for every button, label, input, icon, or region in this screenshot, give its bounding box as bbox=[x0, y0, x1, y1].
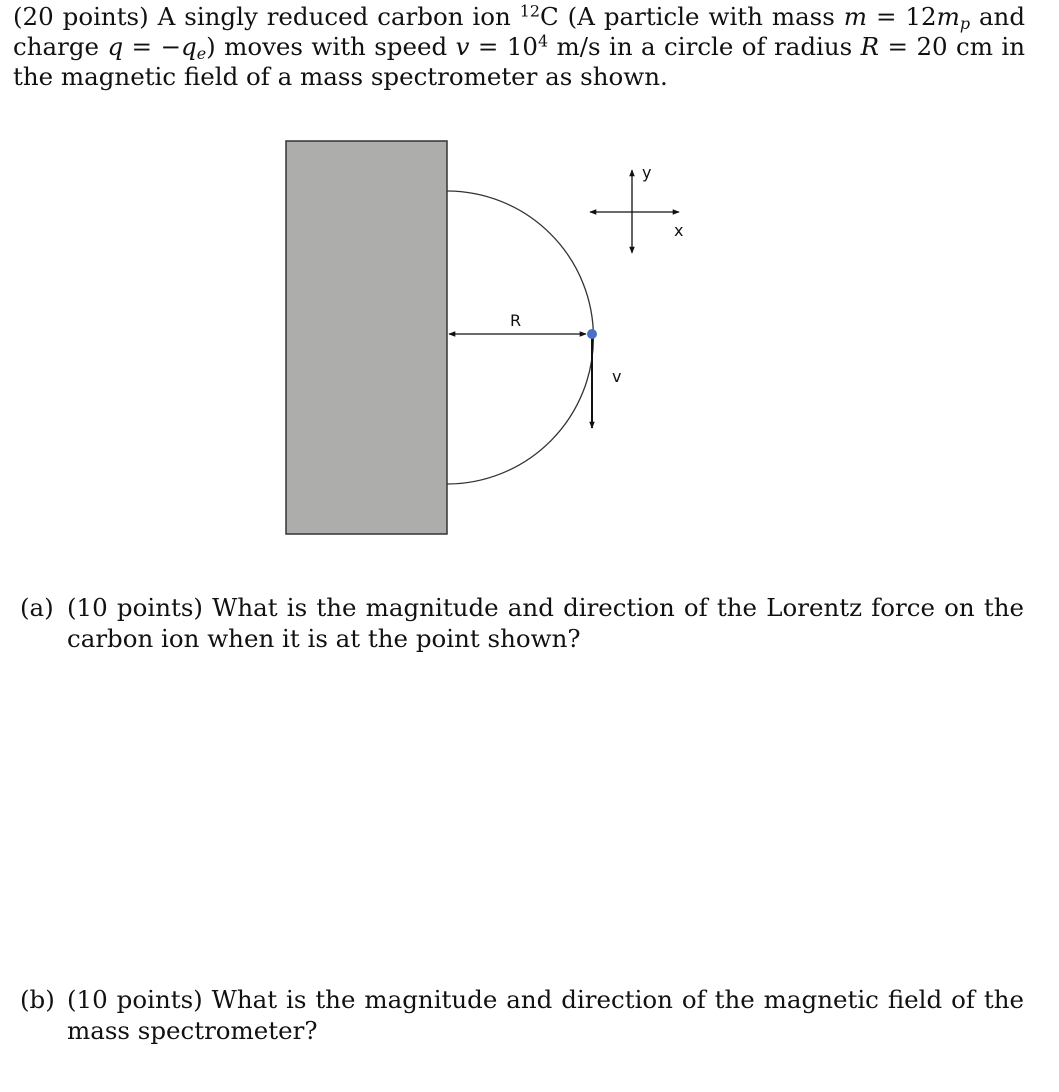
problem-text: ) moves with speed bbox=[206, 32, 448, 61]
question-part-a bbox=[20, 592, 1024, 654]
speed-value: = 10 bbox=[477, 32, 538, 61]
problem-points: (20 points) bbox=[13, 2, 149, 31]
magnet-block bbox=[286, 141, 447, 534]
proton-mass-symbol: m bbox=[936, 2, 960, 31]
carbon-ion-particle bbox=[587, 329, 597, 339]
radius-symbol: R bbox=[860, 32, 880, 61]
mass-symbol: m bbox=[843, 2, 867, 31]
part-letter: (a) bbox=[20, 593, 54, 622]
question-part-b bbox=[20, 984, 1024, 1046]
charge-value: = − bbox=[131, 32, 182, 61]
ion-trajectory-arc bbox=[447, 191, 593, 484]
speed-symbol: v bbox=[455, 32, 470, 61]
problem-text: (A particle with mass bbox=[567, 2, 835, 31]
proton-mass-subscript: p bbox=[959, 13, 970, 33]
charge-symbol: q bbox=[107, 32, 124, 61]
x-axis-label: x bbox=[674, 221, 684, 240]
problem-text: = 20 cm in the magnetic field of a mass spectrometer as shown. bbox=[13, 32, 1026, 91]
mass-value: = 12 bbox=[875, 2, 937, 31]
electron-charge-symbol: q bbox=[181, 32, 197, 61]
radius-label: R bbox=[510, 311, 522, 330]
problem-text: m/s in a circle of radius bbox=[556, 32, 853, 61]
speed-exponent: 4 bbox=[538, 31, 549, 51]
part-letter: (b) bbox=[20, 985, 55, 1014]
element-symbol: C bbox=[539, 2, 559, 31]
velocity-label: v bbox=[612, 367, 622, 386]
question-text bbox=[67, 984, 1024, 1046]
problem-text: and charge bbox=[13, 2, 1026, 61]
part-points: (10 points) bbox=[67, 593, 203, 622]
part-question: What is the magnitude and direction of the Lorentz force on the carbon ion when it is at the point shown? bbox=[67, 593, 1024, 653]
problem-text: A singly reduced carbon ion bbox=[157, 2, 511, 31]
isotope-mass-number: 12 bbox=[519, 1, 540, 21]
question-text bbox=[67, 592, 1024, 654]
part-points: (10 points) bbox=[67, 985, 203, 1014]
y-axis-label: y bbox=[642, 163, 652, 182]
part-question: What is the magnitude and direction of the magnetic field of the mass spectrometer? bbox=[67, 985, 1024, 1045]
electron-charge-subscript: e bbox=[196, 43, 207, 63]
